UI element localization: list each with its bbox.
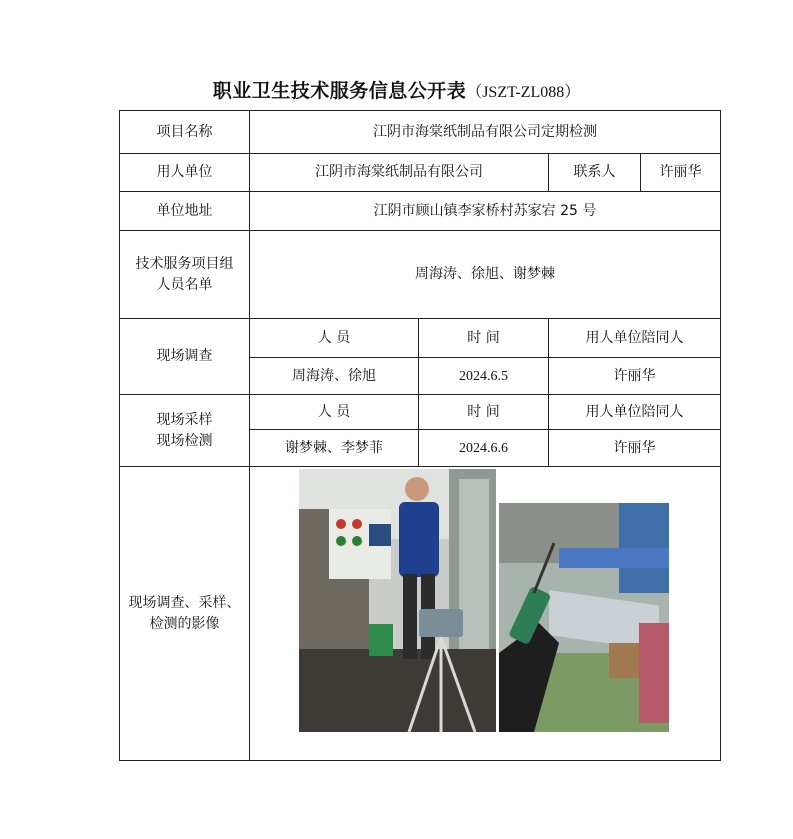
employer-value: 江阴市海棠纸制品有限公司 bbox=[250, 154, 549, 192]
survey-date: 2024.6.5 bbox=[419, 358, 549, 395]
photo-area bbox=[250, 467, 720, 758]
address-label: 单位地址 bbox=[120, 192, 250, 231]
info-table bbox=[119, 110, 721, 761]
sampling-header-escort: 用人单位陪同人 bbox=[549, 395, 721, 430]
images-label-line2: 检测的影像 bbox=[149, 615, 220, 632]
sampling-label bbox=[120, 395, 250, 467]
survey-header-escort: 用人单位陪同人 bbox=[549, 319, 721, 358]
team-label bbox=[120, 231, 250, 319]
team-label-line2: 人员名单 bbox=[156, 276, 213, 293]
row-project-name bbox=[120, 111, 721, 154]
project-name-value: 江阴市海棠纸制品有限公司定期检测 bbox=[250, 111, 721, 154]
contact-label: 联系人 bbox=[549, 154, 641, 192]
survey-person: 周海涛、徐旭 bbox=[250, 358, 419, 395]
images-cell bbox=[250, 467, 721, 761]
sampling-header-person: 人 员 bbox=[250, 395, 419, 430]
row-employer bbox=[120, 154, 721, 192]
sampling-label-line2: 现场检测 bbox=[156, 432, 213, 449]
team-label-line1: 技术服务项目组 bbox=[135, 255, 234, 272]
title-code: （JSZT-ZL088） bbox=[466, 84, 581, 101]
row-survey-header bbox=[120, 319, 721, 358]
images-label-line1: 现场调查、采样、 bbox=[128, 594, 241, 611]
images-label bbox=[120, 467, 250, 761]
title-main: 职业卫生技术服务信息公开表 bbox=[212, 80, 467, 102]
row-sampling-header bbox=[120, 395, 721, 430]
address-value: 江阴市顾山镇李家桥村苏家宕 25 号 bbox=[250, 192, 721, 231]
survey-header-time: 时 间 bbox=[419, 319, 549, 358]
survey-escort: 许丽华 bbox=[549, 358, 721, 395]
sampling-person: 谢梦棘、李梦菲 bbox=[250, 430, 419, 467]
row-address bbox=[120, 192, 721, 231]
site-photo-worker-sampler bbox=[299, 469, 496, 732]
site-photo-detector bbox=[499, 503, 669, 732]
employer-label: 用人单位 bbox=[120, 154, 250, 192]
survey-header-person: 人 员 bbox=[250, 319, 419, 358]
row-team bbox=[120, 231, 721, 319]
sampling-escort: 许丽华 bbox=[549, 430, 721, 467]
survey-label: 现场调查 bbox=[120, 319, 250, 395]
contact-value: 许丽华 bbox=[641, 154, 721, 192]
project-name-label: 项目名称 bbox=[120, 111, 250, 154]
row-images bbox=[120, 467, 721, 761]
sampling-label-line1: 现场采样 bbox=[156, 411, 213, 428]
document-title bbox=[0, 76, 793, 103]
sampling-header-time: 时 间 bbox=[419, 395, 549, 430]
team-value: 周海涛、徐旭、谢梦棘 bbox=[250, 231, 721, 319]
sampling-date: 2024.6.6 bbox=[419, 430, 549, 467]
